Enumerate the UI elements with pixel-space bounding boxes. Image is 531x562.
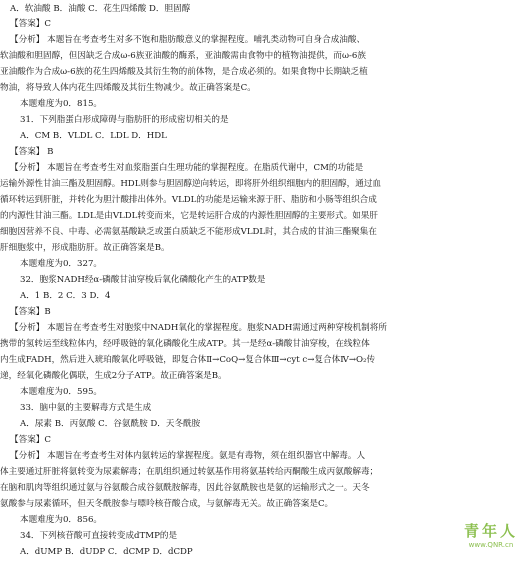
watermark-url: www.QNR.cn bbox=[468, 541, 514, 549]
analysis-line: 携带的氢转运至线粒体内，经呼吸链的氧化磷酸化生成ATP。其一是经α-磷酸甘油穿梭，在线粒体 bbox=[0, 339, 370, 349]
analysis-line: 物油，将导致人体内花生四烯酸及其衍生物减少。故正确答案是C。 bbox=[0, 83, 256, 93]
options-line: A．软油酸 B．油酸 C．花生四烯酸 D．胆固醇 bbox=[10, 4, 191, 14]
question-line: 34．下列核苷酸可直接转变成dTMP的是 bbox=[20, 531, 178, 541]
analysis-line: 在脑和肌肉等组织通过氨与谷氨酸合成谷氨酰胺解毒，因此谷氨酰胺也是氨的运输形式之一。天冬 bbox=[0, 483, 370, 493]
difficulty-line: 本题难度为0．595。 bbox=[20, 387, 103, 397]
analysis-line: 肝细胞浆中，形成脂肪肝。故正确答案是B。 bbox=[0, 243, 170, 253]
analysis-line: 氨酸参与尿素循环，但天冬酰胺参与嘌呤核苷酸合成，与氨解毒无关。故正确答案是C。 bbox=[0, 499, 334, 509]
analysis-line: 【分析】 本题旨在考查考生对胞浆中NADH氧化的掌握程度。胞浆NADH需通过两种穿梭机制将所 bbox=[10, 323, 387, 333]
options-line: A．尿素 B．丙氨酸 C．谷氨酰胺 D．天冬酰胺 bbox=[20, 419, 201, 429]
question-line: 33．脑中氨的主要解毒方式是生成 bbox=[20, 403, 152, 413]
analysis-line: 的内源性甘油三酯。LDL是由VLDL转变而来，它是转运肝合成的内源性胆固醇的主要形式。如果肝 bbox=[0, 211, 378, 221]
question-line: 32．胞浆NADH经α-磷酸甘油穿梭后氧化磷酸化产生的ATP数是 bbox=[20, 275, 266, 285]
analysis-line: 体主要通过肝脏将氨转变为尿素解毒；在肌组织通过转氨基作用将氨基转给丙酮酸生成丙氨酸解毒； bbox=[0, 467, 379, 477]
watermark-logo-text: 青年人 bbox=[463, 522, 518, 540]
answer-line: 【答案】C bbox=[10, 19, 51, 29]
options-line: A．dUMP B．dUDP C．dCMP D．dCDP bbox=[20, 547, 193, 557]
difficulty-line: 本题难度为0．815。 bbox=[20, 99, 103, 109]
analysis-line: 【分析】 本题旨在考查考生对多不饱和脂肪酸意义的掌握程度。哺乳类动物可自身合成油酸、 bbox=[10, 35, 366, 45]
analysis-line: 循环转运到肝脏，并转化为胆汁酸排出体外。VLDL的功能是运输来源于肝、脂肪和小肠等组织合成 bbox=[0, 195, 377, 205]
analysis-line: 【分析】 本题旨在考查考生对血浆脂蛋白生理功能的掌握程度。在脂质代谢中，CM的功能是 bbox=[10, 163, 364, 173]
analysis-line: 递，经氧化磷酸化偶联，生成2分子ATP。故正确答案是B。 bbox=[0, 371, 227, 381]
options-line: A．CM B．VLDL C．LDL D．HDL bbox=[20, 131, 167, 141]
difficulty-line: 本题难度为0．327。 bbox=[20, 259, 103, 269]
analysis-line: 内生成FADH，然后进入琥珀酸氧化呼吸链，即复合体Ⅱ→CoQ→复合体Ⅲ→cyt c→复合体Ⅳ→O₂传 bbox=[0, 355, 376, 365]
analysis-line: 运输外源性甘油三酯及胆固醇。HDL则参与胆固醇逆向转运，即将肝外组织细胞内的胆固醇，通过血 bbox=[0, 179, 382, 189]
difficulty-line: 本题难度为0．856。 bbox=[20, 515, 103, 525]
analysis-line: 【分析】 本题旨在考查考生对体内氨转运的掌握程度。氨是有毒物，须在组织器官中解毒。人 bbox=[10, 451, 366, 461]
answer-line: 【答案】C bbox=[10, 435, 51, 445]
analysis-line: 亚油酸作为合成ω-6族的花生四烯酸及其衍生物的前体物，是合成必须的。如果食物中长期缺乏植 bbox=[0, 67, 368, 77]
site-watermark bbox=[461, 522, 521, 556]
analysis-line: 细胞因营养不良、中毒、必需氨基酸缺乏或蛋白质缺乏不能形成VLDL时，其合成的甘油三酯聚集在 bbox=[0, 227, 377, 237]
analysis-line: 软油酸和胆固醇，但因缺乏合成ω-6族亚油酸的酶系，亚油酸需由食物中的植物油提供，而ω-6族 bbox=[0, 51, 366, 61]
answer-line: 【答案】 B bbox=[10, 147, 54, 157]
question-line: 31．下列脂蛋白形成障碍与脂肪肝的形成密切相关的是 bbox=[20, 115, 229, 125]
answer-line: 【答案】B bbox=[10, 307, 51, 317]
options-line: A．1 B．2 C．3 D．4 bbox=[20, 291, 111, 301]
